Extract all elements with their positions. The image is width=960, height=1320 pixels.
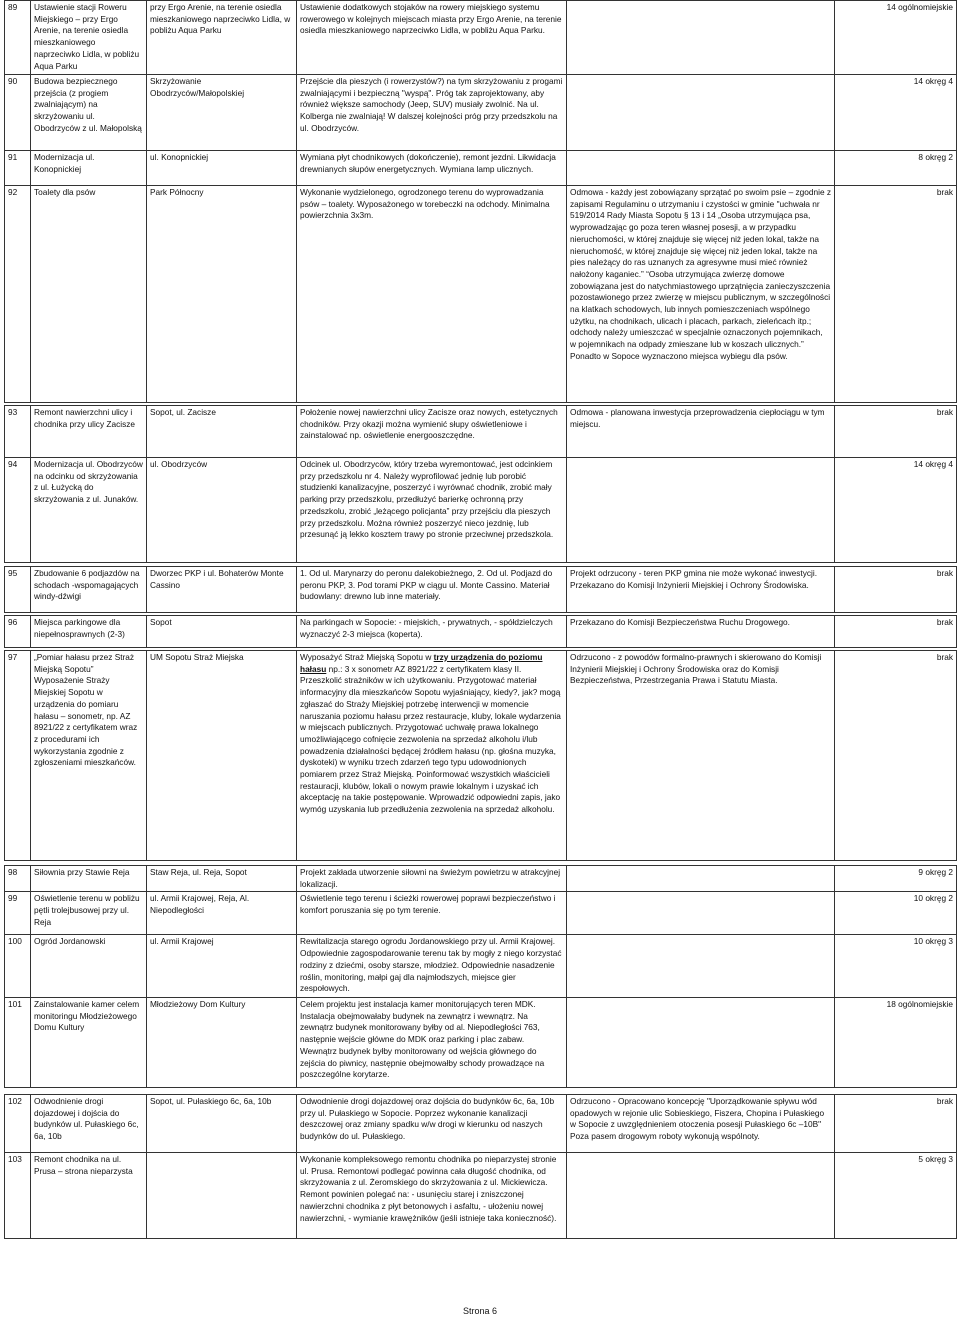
cell-category: 14 okręg 4	[835, 458, 957, 563]
table-row	[5, 151, 957, 186]
table-row	[5, 892, 957, 935]
cell-description: Przejście dla pieszych (i rowerzystów?) na tym skrzyżowaniu z progami zwalniającymi i bezpieczną "wyspą". Próg tak zaprojektowany, aby również większe samochody (Jeep, SUV) musiały zwolnić. Na ul. Kolberga nie zwalniają! W dalszej kolejności próg przy przedszkolu na ul. Obodrzyców.	[297, 75, 567, 151]
proposal-table	[4, 0, 957, 403]
cell-category: 10 okręg 3	[835, 935, 957, 998]
cell-description: Ustawienie dodatkowych stojaków na rowery miejskiego systemu rowerowego w kolejnych miejscach miasta przy Ergo Arenie, na terenie osiedla mieszkaniowego naprzeciwko Lidla, w pobliżu Aqua Parku.	[297, 1, 567, 75]
cell-category: brak	[835, 567, 957, 613]
proposal-table	[4, 615, 957, 648]
cell-description: Projekt zakłada utworzenie siłowni na świeżym powietrzu w atrakcyjnej lokalizacji.	[297, 866, 567, 892]
cell-description: Położenie nowej nawierzchni ulicy Zacisze oraz nowych, estetycznych chodników. Przy okazji można wymienić słupy oświetleniowe i zainstalować np. oświetlenie energooszczędne.	[297, 406, 567, 458]
cell-opinion	[567, 892, 835, 935]
cell-title: Remont chodnika na ul. Prusa – strona nieparzysta	[31, 1153, 147, 1239]
cell-nr: 95	[5, 567, 31, 613]
cell-opinion: Przekazano do Komisji Bezpieczeństwa Ruchu Drogowego.	[567, 616, 835, 648]
cell-nr: 103	[5, 1153, 31, 1239]
proposal-table	[4, 997, 957, 1088]
table-row	[5, 1153, 957, 1239]
cell-title: Modernizacja ul. Konopnickiej	[31, 151, 147, 186]
cell-description: Rewitalizacja starego ogrodu Jordanowskiego przy ul. Armii Krajowej. Odpowiednie zagospodarowanie terenu tak by mogły z niego korzystać rodziny z dziećmi, osoby starsze, młodzież. Odpowiednie nasadzenie roślin, monitoring, małpi gaj dla najmłodszych, miejsce gier zespołowych.	[297, 935, 567, 998]
cell-description: Celem projektu jest instalacja kamer monitorujących teren MDK. Instalacja obejmowałaby budynek na zewnątrz i wewnątrz. Na zewnątrz budynek monitorowany byłby od al. Niepodległości 763, następnie wejście główne do MDK oraz parking i plac zabaw. Wewnątrz budynek byłby monitorowany od wejścia głównego do zejścia do piwnicy, następnie obejmowałby schody prowadzące na poszczególne korytarze.	[297, 998, 567, 1088]
cell-opinion	[567, 75, 835, 151]
cell-location: UM Sopotu Straż Miejska	[147, 651, 297, 861]
cell-title: Siłownia przy Stawie Reja	[31, 866, 147, 892]
cell-opinion	[567, 458, 835, 563]
cell-nr: 97	[5, 651, 31, 861]
table-row	[5, 567, 957, 613]
cell-description: Odwodnienie drogi dojazdowej oraz dojścia do budynków 6c, 6a, 10b przy ul. Pułaskiego w Sopocie. Poprzez wykonanie kanalizacji deszczowej oraz zmiany spadku w/w drogi w kierunku od naszych budynków do ul. Pułaskiego.	[297, 1095, 567, 1153]
cell-opinion: Projekt odrzucony - teren PKP gmina nie może wykonać inwestycji. Przekazano do Komisji Inżynierii Miejskiej i Ochrony Środowiska.	[567, 567, 835, 613]
cell-title: Modernizacja ul. Obodrzyców na odcinku od skrzyżowania z ul. Łużycką do skrzyżowania z ul. Junaków.	[31, 458, 147, 563]
cell-nr: 93	[5, 406, 31, 458]
cell-title: Odwodnienie drogi dojazdowej i dojścia do budynków ul. Pułaskiego 6c, 6a, 10b	[31, 1095, 147, 1153]
proposal-table	[4, 865, 957, 998]
description-text: Wyposażyć Straż Miejską Sopotu w	[300, 652, 434, 662]
table-row	[5, 866, 957, 892]
table-row	[5, 1095, 957, 1153]
cell-location: Sopot, ul. Zacisze	[147, 406, 297, 458]
cell-nr: 98	[5, 866, 31, 892]
cell-category: brak	[835, 406, 957, 458]
cell-location: ul. Konopnickiej	[147, 151, 297, 186]
cell-nr: 91	[5, 151, 31, 186]
table-row	[5, 935, 957, 998]
cell-opinion	[567, 151, 835, 186]
cell-nr: 96	[5, 616, 31, 648]
cell-title: Remont nawierzchni ulicy i chodnika przy ulicy Zacisze	[31, 406, 147, 458]
cell-title: Toalety dla psów	[31, 186, 147, 403]
cell-location: ul. Armii Krajowej	[147, 935, 297, 998]
cell-location: Dworzec PKP i ul. Bohaterów Monte Cassino	[147, 567, 297, 613]
table-row	[5, 651, 957, 861]
cell-title: Ogród Jordanowski	[31, 935, 147, 998]
cell-description	[297, 651, 567, 861]
table-row	[5, 998, 957, 1088]
cell-category: brak	[835, 651, 957, 861]
cell-opinion: Odmowa - każdy jest zobowiązany sprzątać po swoim psie – zgodnie z zapisami Regulaminu o utrzymaniu i czystości w gminie "uchwała nr 519/2014 Rady Miasta Sopotu § 13 i 14 „Osoba utrzymująca psa, wyprowadzając go poza teren własnej posesji, a w przypadku nieruchomości, w której znajduje się więcej niż jeden lokal, także na nieruchomość, w której znajduje się więcej niż jeden lokal, także na pies należący do ras uznanych za agresywne musi mieć również nałożony kaganiec.” “Osoba utrzymująca zwierzę domowe zobowiązana jest do natychmiastowego uprzątnięcia zanieczyszczenia pozostawionego przez zwierzę w miejscu publicznym, w szczególności na klatkach schodowych, lub innych pomieszczeniach wspólnego użytku, na chodnikach, ulicach i placach, parkach, zieleńcach itp.; odchody należy umieszczać w specjalnie oznaczonych pojemnikach, w pojemnikach na odpady zmieszane lub w koszach ulicznych.” Ponadto w Sopoce wyznaczono miejsca wybiegu dla psów.	[567, 186, 835, 403]
cell-category: 14 ogólnomiejskie	[835, 1, 957, 75]
proposal-table	[4, 1094, 957, 1239]
cell-category: 8 okręg 2	[835, 151, 957, 186]
description-text: np.: 3 x sonometr AZ 8921/22 z certyfikatem klasy II. Przeszkolić strażników w ich użytkowaniu. Przygotować materiał informacyjny dla mieszkańców Sopotu wyjaśniający, kiedy?, jak? mogą zgłaszać do Straży Miejskiej potrzebę interwencji w momencie naruszania poziomu hałasu przez restauracje, kluby, lokale wydarzenia w miejscach publicznych. Przygotować uchwałę prawa lokalnego umożliwiającego cofnięcie zezwolenia na sprzedaż alkoholu i/lub powadzenia działalności będącej źródłem hałasu (np. głośna muzyka, dyskoteki) w wyniku trzech zdarzeń tego typu udowodnionych pomiarem przez Straż Miejską. Poinformować wszystkich właścicieli restauracji, klubów, lokali o nowym prawie lokalnym i uzyskać ich akceptację na takie postępowanie. Wprowadzić odpowiedni zapis, jako wymóg uzyskania lub przedłużenia zezwolenia na sprzedaż alkoholu.	[300, 663, 561, 815]
cell-category: brak	[835, 186, 957, 403]
cell-category: 18 ogólnomiejskie	[835, 998, 957, 1088]
table-row	[5, 1, 957, 75]
cell-category: 14 okręg 4	[835, 75, 957, 151]
cell-opinion	[567, 866, 835, 892]
cell-location: Park Północny	[147, 186, 297, 403]
cell-nr: 92	[5, 186, 31, 403]
cell-location: Sopot, ul. Pułaskiego 6c, 6a, 10b	[147, 1095, 297, 1153]
table-row	[5, 186, 957, 403]
page-number: Strona 6	[462, 1306, 498, 1316]
cell-location: Skrzyżowanie Obodrzyców/Małopolskiej	[147, 75, 297, 151]
cell-title: Oświetlenie terenu w pobliżu pętli trolejbusowej przy ul. Reja	[31, 892, 147, 935]
cell-location: ul. Obodrzyców	[147, 458, 297, 563]
cell-opinion: Odrzucono - Opracowano koncepcję "Uporządkowanie spływu wód opadowych w rejonie ulic Sobieskiego, Fiszera, Chopina i Pułaskiego w Sopocie z uwzględnieniem otoczenia posesji Pułaskiego 6c –10B" Poza pasem drogowym roboty wykonują wspólnoty.	[567, 1095, 835, 1153]
cell-opinion	[567, 1, 835, 75]
cell-opinion	[567, 998, 835, 1088]
cell-description: Wykonanie wydzielonego, ogrodzonego terenu do wyprowadzania psów – toalety. Wyposażonego w torebeczki na odchody. Minimalna powierzchnia 3x3m.	[297, 186, 567, 403]
cell-opinion: Odrzucono - z powodów formalno-prawnych i skierowano do Komisji Inżynierii Miejskiej i Ochrony Środowiska oraz do Komisji Bezpieczeństwa, Przestrzegania Prawa i Statutu Miasta.	[567, 651, 835, 861]
cell-category: 9 okręg 2	[835, 866, 957, 892]
description-emphasis: trzy urządzenia do poziomu hałasu	[300, 652, 543, 674]
cell-description: Na parkingach w Sopocie: - miejskich, - prywatnych, - spółdzielczych wyznaczyć 2-3 miejsca (koperta).	[297, 616, 567, 648]
cell-description: Odcinek ul. Obodrzyców, który trzeba wyremontować, jest odcinkiem przy przedszkolu nr 4. Należy wyprofilować jednię lub porobić studzienki kanalizacyjne, poszerzyć i wyrównać chodnik, zrobić mały parking przy przedszkolu, przedłużyć barierkę ochronną przy przedszkolu, zrobić „leżącego policjanta” przy przejściu dla pieszych przy przedszkolu. Można również poszerzyć nieco jezdnię, lub przesunąć ją lekko kosztem trawy po stronie przeciwnej przedszkola.	[297, 458, 567, 563]
cell-opinion: Odmowa - planowana inwestycja przeprowadzenia ciepłociągu w tym miejscu.	[567, 406, 835, 458]
cell-nr: 100	[5, 935, 31, 998]
cell-title: Miejsca parkingowe dla niepełnosprawnych (2-3)	[31, 616, 147, 648]
cell-category: brak	[835, 616, 957, 648]
cell-nr: 102	[5, 1095, 31, 1153]
cell-nr: 99	[5, 892, 31, 935]
proposal-table	[4, 650, 957, 861]
cell-title: Zbudowanie 6 podjazdów na schodach -wspomagających windy-dźwigi	[31, 567, 147, 613]
cell-opinion	[567, 1153, 835, 1239]
table-row	[5, 616, 957, 648]
proposal-table	[4, 405, 957, 563]
cell-description: Oświetlenie tego terenu i ścieżki rowerowej poprawi bezpieczeństwo i komfort poruszania się po tym terenie.	[297, 892, 567, 935]
cell-nr: 94	[5, 458, 31, 563]
cell-nr: 101	[5, 998, 31, 1088]
cell-title: Ustawienie stacji Roweru Miejskiego – przy Ergo Arenie, na terenie osiedla mieszkaniowego naprzeciwko Lidla, w pobliżu Aqua Parku	[31, 1, 147, 75]
table-row	[5, 458, 957, 563]
cell-description: Wymiana płyt chodnikowych (dokończenie), remont jezdni. Likwidacja drewnianych słupów energetycznych. Wymiana lamp ulicznych.	[297, 151, 567, 186]
proposal-table	[4, 566, 957, 613]
cell-location: Staw Reja, ul. Reja, Sopot	[147, 866, 297, 892]
cell-title: „Pomiar hałasu przez Straż Miejską Sopotu” Wyposażenie Straży Miejskiej Sopotu w urządzenia do pomiaru hałasu – sonometr, np. AZ 8921/22 z certyfikatem wraz z procedurami ich wykorzystania zgodnie z zgłoszeniami mieszkańców.	[31, 651, 147, 861]
cell-category: 10 okręg 2	[835, 892, 957, 935]
cell-nr: 89	[5, 1, 31, 75]
cell-category: 5 okręg 3	[835, 1153, 957, 1239]
cell-description: Wykonanie kompleksowego remontu chodnika po nieparzystej stronie ul. Prusa. Remontowi podlegać powinna cała długość chodnika, od skrzyżowania z ul. Żeromskiego do skrzyżowania z ul. Mickiewicza. Remont powinien polegać na: - usunięciu starej i zniszczonej nawierzchni chodnika z płyt betonowych i asfaltu, - ułożeniu nowej nawierzchni, - wymianie krawężników (jeśli istnieje taka konieczność).	[297, 1153, 567, 1239]
cell-description: 1. Od ul. Marynarzy do peronu dalekobieżnego, 2. Od ul. Podjazd do peronu PKP, 3. Pod torami PKP w ciągu ul. Monte Cassino. Materiał budowlany: drewno lub inne materiały.	[297, 567, 567, 613]
cell-location: ul. Armii Krajowej, Reja, Al. Niepodległości	[147, 892, 297, 935]
cell-title: Budowa bezpiecznego przejścia (z progiem zwalniającym) na skrzyżowaniu ul. Obodrzyców z ul. Małopolską	[31, 75, 147, 151]
cell-nr: 90	[5, 75, 31, 151]
table-row	[5, 75, 957, 151]
table-row	[5, 406, 957, 458]
cell-title: Zainstalowanie kamer celem monitoringu Młodzieżowego Domu Kultury	[31, 998, 147, 1088]
cell-location	[147, 1153, 297, 1239]
cell-location: przy Ergo Arenie, na terenie osiedla mieszkaniowego naprzeciwko Lidla, w pobliżu Aqua Parku	[147, 1, 297, 75]
cell-location: Młodzieżowy Dom Kultury	[147, 998, 297, 1088]
cell-location: Sopot	[147, 616, 297, 648]
cell-category: brak	[835, 1095, 957, 1153]
cell-opinion	[567, 935, 835, 998]
